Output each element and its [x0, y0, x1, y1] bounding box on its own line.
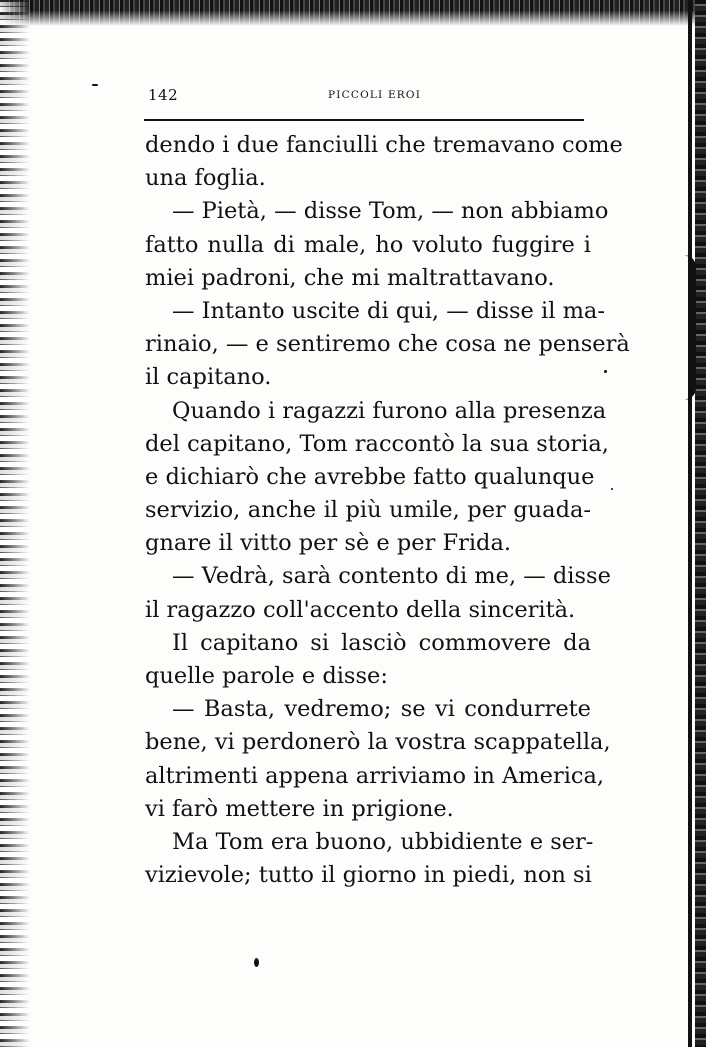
text-line: miei padroni, che mi maltrattavano. [145, 264, 555, 291]
text-line: altrimenti appena arriviamo in America, [145, 762, 605, 789]
text-line: e dichiarò che avrebbe fatto qualunque [145, 463, 595, 490]
text-line: servizio, anche il più umile, per guada- [145, 497, 591, 524]
text-line: quelle parole e disse: [145, 663, 388, 689]
running-title: PICCOLI EROI [328, 89, 422, 101]
text-line: il ragazzo coll'accento della sincerità. [145, 596, 576, 623]
text-line: Ma Tom era buono, ubbidiente e ser- [172, 828, 594, 855]
text-line: del capitano, Tom raccontò la sua storia, [145, 430, 609, 457]
text-line: gnare il vitto per sè e per Frida. [145, 530, 512, 557]
text-line: — Intanto uscite di qui, — disse il ma- [172, 297, 605, 324]
text-line: bene, vi perdonerò la vostra scappatella, [145, 729, 611, 756]
text-line: fatto nulla di male, ho voluto fuggire i [145, 231, 591, 258]
text-line: vizievole; tutto il giorno in piedi, non si [145, 862, 592, 889]
scan-speck [604, 370, 607, 373]
text-line: Quando i ragazzi furono alla presenza [172, 397, 607, 424]
text-line: vi farò mettere in prigione. [145, 795, 454, 822]
scan-speck [254, 958, 259, 967]
scan-right-edge [695, 0, 706, 1047]
text-line: Il capitano si lasciò commovere da [172, 629, 591, 656]
scan-right-edge-line [688, 0, 692, 1047]
text-line: rinaio, — e sentiremo che cosa ne penserà [145, 331, 630, 358]
text-line: una foglia. [145, 165, 266, 192]
page-number: 142 [148, 86, 179, 104]
scan-left-edge [0, 0, 30, 1047]
scan-speck [611, 488, 613, 490]
header-rule [144, 119, 584, 121]
scan-top-edge [0, 0, 706, 26]
body-text [145, 129, 630, 892]
text-line: dendo i due fanciulli che tremavano come [145, 132, 623, 158]
page-binding-curve [680, 255, 696, 400]
text-line: — Basta, vedremo; se vi condurrete [172, 696, 591, 723]
text-line: il capitano. [145, 364, 272, 391]
page-header [144, 86, 584, 108]
text-line: — Vedrà, sarà contento di me, — disse [172, 563, 611, 590]
text-line: — Pietà, — disse Tom, — non abbiamo [172, 198, 609, 225]
scan-speck [92, 84, 98, 86]
